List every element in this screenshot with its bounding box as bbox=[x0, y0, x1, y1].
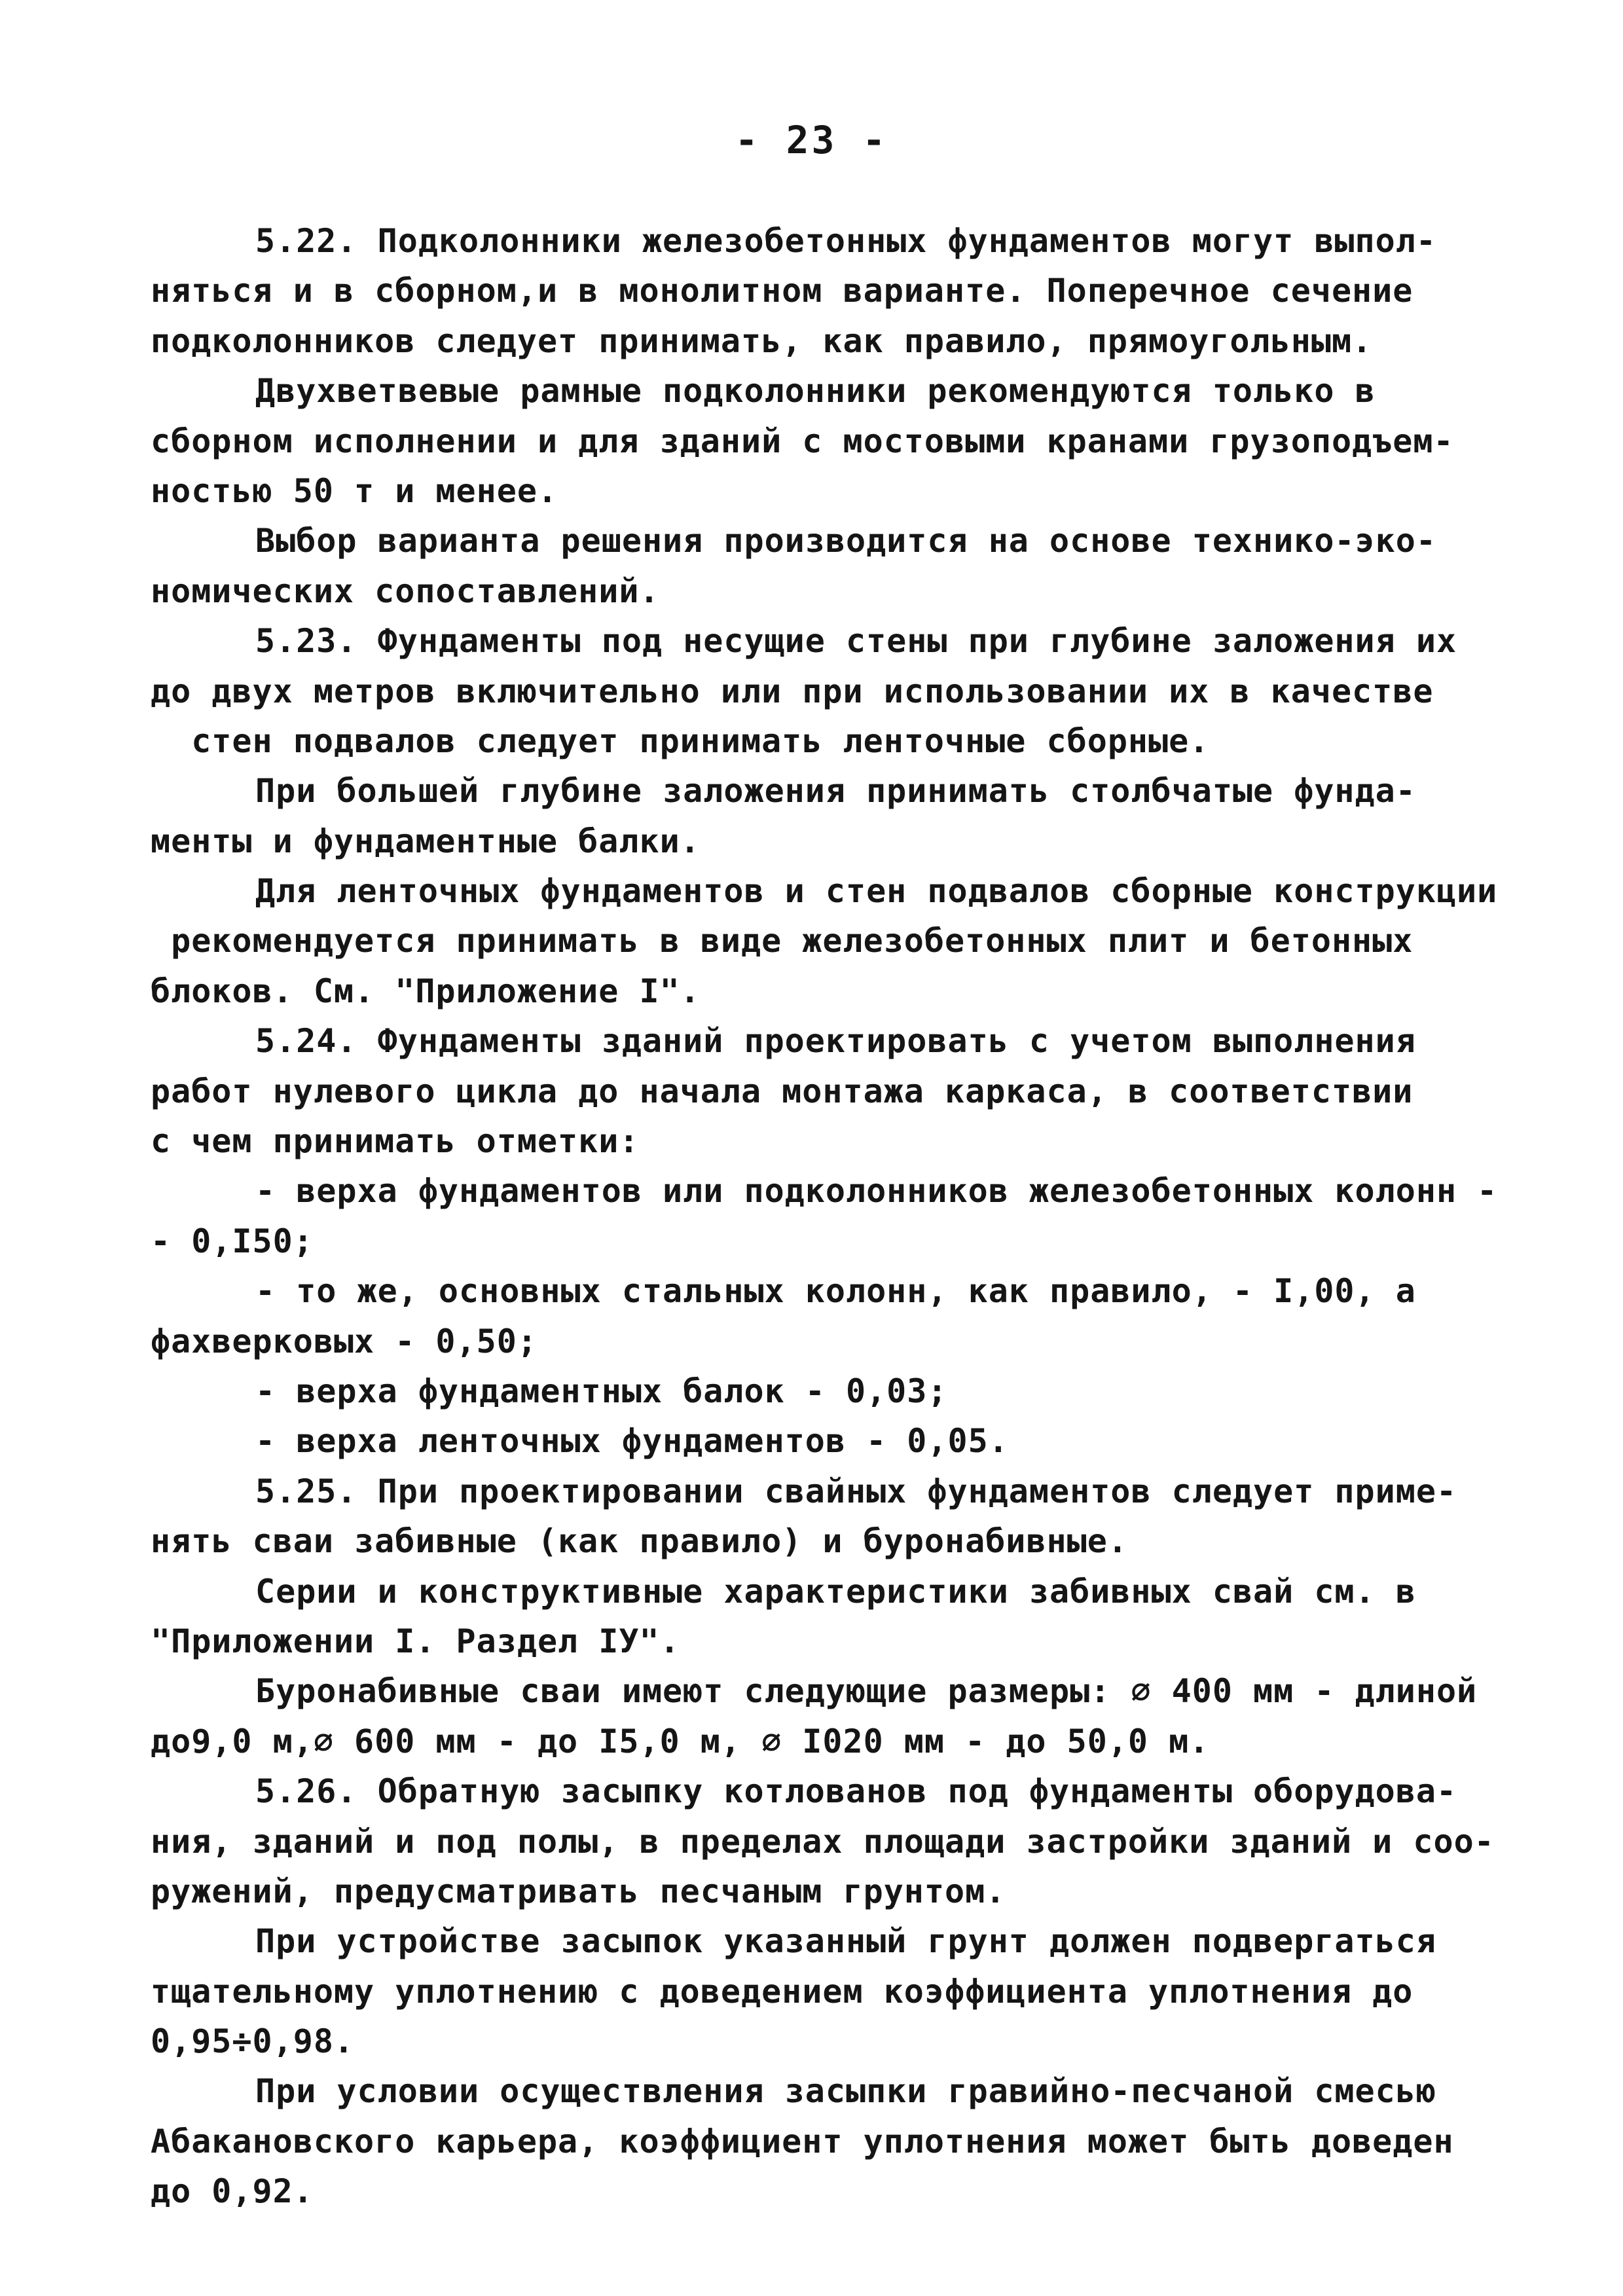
text-line: Выбор варианта решения производится на основе технико-эко- bbox=[255, 522, 1436, 560]
text-line: рекомендуется принимать в виде железобетонных плит и бетонных bbox=[151, 922, 1413, 960]
text-line: сборном исполнении и для зданий с мостовыми кранами грузоподъем- bbox=[151, 422, 1454, 460]
text-line: При большей глубине заложения принимать столбчатые фунда- bbox=[255, 772, 1416, 811]
text-line: менты и фундаментные балки. bbox=[151, 822, 701, 860]
text-line: Двухветвевые рамные подколонники рекомендуются только в bbox=[255, 372, 1376, 410]
text-line: ностью 50 т и менее. bbox=[151, 471, 558, 510]
text-line: няться и в сборном,и в монолитном варианте. Поперечное сечение bbox=[151, 272, 1413, 310]
text-line: ния, зданий и под полы, в пределах площади застройки зданий и соо- bbox=[151, 1822, 1495, 1861]
text-line: тщательному уплотнению с доведением коэффициента уплотнения до bbox=[151, 1972, 1413, 2011]
text-line: При устройстве засыпок указанный грунт должен подвергаться bbox=[255, 1922, 1436, 1961]
page-number: - 23 - bbox=[735, 118, 888, 162]
text-line: ружений, предусматривать песчаным грунтом. bbox=[151, 1872, 1006, 1910]
text-line: до 0,92. bbox=[151, 2172, 314, 2211]
text-line: блоков. См. "Приложение I". bbox=[151, 972, 701, 1010]
text-line: - верха фундаментов или подколонников железобетонных колонн - bbox=[255, 1172, 1498, 1211]
text-line: 0,95÷0,98. bbox=[151, 2022, 355, 2061]
text-line: 5.24. Фундаменты зданий проектировать с учетом выполнения bbox=[255, 1022, 1416, 1061]
text-line: подколонников следует принимать, как правило, прямоугольным. bbox=[151, 321, 1373, 360]
text-line: - верха фундаментных балок - 0,03; bbox=[255, 1372, 948, 1410]
text-line: нять сваи забивные (как правило) и буронабивные. bbox=[151, 1522, 1128, 1561]
text-line: до9,0 м,∅ 600 мм - до I5,0 м, ∅ I020 мм - до 50,0 м. bbox=[151, 1722, 1210, 1760]
text-line: фахверковых - 0,50; bbox=[151, 1322, 538, 1360]
text-line: работ нулевого цикла до начала монтажа каркаса, в соответствии bbox=[151, 1072, 1413, 1110]
text-line: "Приложении I. Раздел IУ". bbox=[151, 1622, 680, 1660]
text-line: Для ленточных фундаментов и стен подвалов сборные конструкции bbox=[255, 872, 1498, 911]
text-line: 5.25. При проектировании свайных фундаментов следует приме- bbox=[255, 1472, 1457, 1510]
text-line: - 0,I50; bbox=[151, 1222, 314, 1260]
text-line: 5.23. Фундаменты под несущие стены при глубине заложения их bbox=[255, 622, 1457, 661]
text-line: до двух метров включительно или при использовании их в качестве bbox=[151, 672, 1434, 710]
text-line: 5.26. Обратную засыпку котлованов под фундаменты оборудова- bbox=[255, 1772, 1457, 1811]
text-line: - верха ленточных фундаментов - 0,05. bbox=[255, 1422, 1009, 1461]
text-line: с чем принимать отметки: bbox=[151, 1122, 640, 1161]
text-line: При условии осуществления засыпки гравийно-песчаной смесью bbox=[255, 2072, 1436, 2111]
text-line: - то же, основных стальных колонн, как правило, - I,00, а bbox=[255, 1272, 1416, 1311]
text-line: 5.22. Подколонники железобетонных фундаментов могут выпол- bbox=[255, 222, 1436, 260]
document-text-body bbox=[151, 216, 1499, 2217]
text-line: Абакановского карьера, коэффициент уплотнения может быть доведен bbox=[151, 2122, 1454, 2160]
text-line: стен подвалов следует принимать ленточные сборные. bbox=[151, 721, 1210, 760]
text-line: Серии и конструктивные характеристики забивных свай см. в bbox=[255, 1572, 1416, 1611]
text-line: Буронабивные сваи имеют следующие размеры: ∅ 400 мм - длиной bbox=[255, 1672, 1478, 1711]
text-line: номических сопоставлений. bbox=[151, 572, 660, 610]
